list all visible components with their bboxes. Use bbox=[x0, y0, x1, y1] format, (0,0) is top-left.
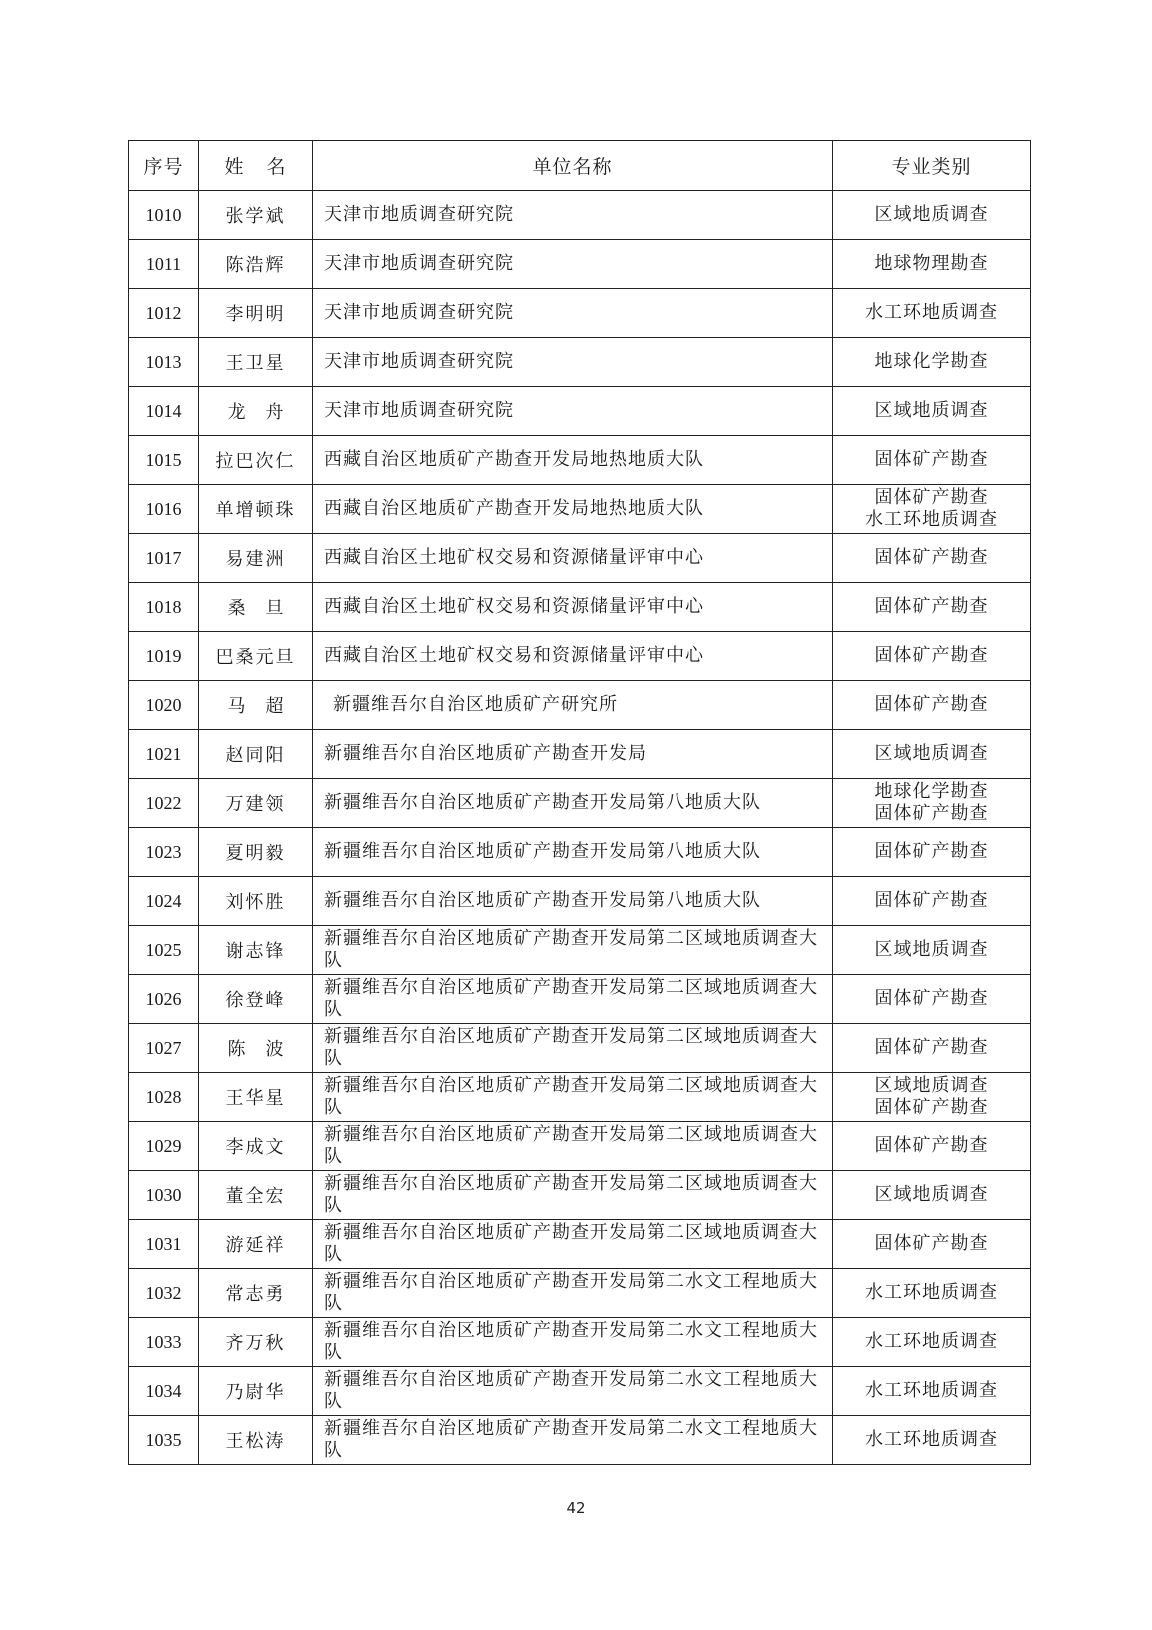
category-cell bbox=[833, 1024, 1031, 1073]
category-item: 固体矿产勘查 bbox=[874, 645, 989, 666]
unit-cell: 天津市地质调查研究院 bbox=[313, 338, 833, 387]
table-row bbox=[129, 1318, 1031, 1367]
name-cell: 单增顿珠 bbox=[199, 485, 313, 534]
category-item: 区域地质调查 bbox=[874, 939, 989, 960]
category-item: 固体矿产勘查 bbox=[874, 890, 989, 911]
name-cell: 游延祥 bbox=[199, 1220, 313, 1269]
category-cell bbox=[833, 1073, 1031, 1122]
seq-cell: 1017 bbox=[129, 534, 199, 583]
category-item: 水工环地质调查 bbox=[865, 1331, 998, 1352]
name-cell: 张学斌 bbox=[199, 191, 313, 240]
table-row bbox=[129, 730, 1031, 779]
seq-cell: 1010 bbox=[129, 191, 199, 240]
name-cell: 易建洲 bbox=[199, 534, 313, 583]
seq-cell: 1035 bbox=[129, 1416, 199, 1465]
category-item: 固体矿产勘查 bbox=[874, 988, 989, 1009]
seq-cell: 1020 bbox=[129, 681, 199, 730]
category-cell bbox=[833, 534, 1031, 583]
category-cell bbox=[833, 877, 1031, 926]
table-row bbox=[129, 240, 1031, 289]
table-row bbox=[129, 926, 1031, 975]
category-item: 区域地质调查 bbox=[874, 1075, 989, 1096]
table-row bbox=[129, 1024, 1031, 1073]
seq-cell: 1019 bbox=[129, 632, 199, 681]
unit-cell: 西藏自治区土地矿权交易和资源储量评审中心 bbox=[313, 534, 833, 583]
name-cell: 王卫星 bbox=[199, 338, 313, 387]
seq-cell: 1022 bbox=[129, 779, 199, 828]
seq-cell: 1029 bbox=[129, 1122, 199, 1171]
table-row bbox=[129, 191, 1031, 240]
unit-cell: 天津市地质调查研究院 bbox=[313, 191, 833, 240]
name-cell: 齐万秋 bbox=[199, 1318, 313, 1367]
seq-cell: 1013 bbox=[129, 338, 199, 387]
seq-cell: 1018 bbox=[129, 583, 199, 632]
category-cell bbox=[833, 681, 1031, 730]
category-item: 地球物理勘查 bbox=[874, 253, 989, 274]
seq-cell: 1032 bbox=[129, 1269, 199, 1318]
category-item: 区域地质调查 bbox=[874, 743, 989, 764]
unit-cell: 新疆维吾尔自治区地质矿产勘查开发局第二区域地质调查大队 bbox=[313, 975, 833, 1024]
unit-cell: 新疆维吾尔自治区地质矿产勘查开发局第二区域地质调查大队 bbox=[313, 1024, 833, 1073]
category-cell bbox=[833, 338, 1031, 387]
seq-cell: 1031 bbox=[129, 1220, 199, 1269]
unit-cell: 新疆维吾尔自治区地质矿产勘查开发局第二区域地质调查大队 bbox=[313, 1122, 833, 1171]
category-cell bbox=[833, 828, 1031, 877]
name-cell: 王华星 bbox=[199, 1073, 313, 1122]
name-cell: 拉巴次仁 bbox=[199, 436, 313, 485]
seq-cell: 1024 bbox=[129, 877, 199, 926]
name-cell: 李明明 bbox=[199, 289, 313, 338]
header-seq: 序号 bbox=[129, 141, 199, 191]
header-row bbox=[129, 141, 1031, 191]
seq-cell: 1025 bbox=[129, 926, 199, 975]
name-cell: 王松涛 bbox=[199, 1416, 313, 1465]
unit-cell: 天津市地质调查研究院 bbox=[313, 289, 833, 338]
category-cell bbox=[833, 436, 1031, 485]
unit-cell: 新疆维吾尔自治区地质矿产勘查开发局第二水文工程地质大队 bbox=[313, 1367, 833, 1416]
category-cell bbox=[833, 240, 1031, 289]
name-cell: 夏明毅 bbox=[199, 828, 313, 877]
category-cell bbox=[833, 289, 1031, 338]
table-row bbox=[129, 534, 1031, 583]
seq-cell: 1011 bbox=[129, 240, 199, 289]
category-item: 固体矿产勘查 bbox=[874, 1135, 989, 1156]
unit-cell: 新疆维吾尔自治区地质矿产勘查开发局第二区域地质调查大队 bbox=[313, 1171, 833, 1220]
table-body bbox=[129, 191, 1031, 1465]
category-item: 地球化学勘查 bbox=[874, 781, 989, 802]
table-row bbox=[129, 1073, 1031, 1122]
table-row bbox=[129, 436, 1031, 485]
name-cell: 陈波 bbox=[199, 1024, 313, 1073]
name-cell: 万建领 bbox=[199, 779, 313, 828]
table-row bbox=[129, 1416, 1031, 1465]
category-item: 固体矿产勘查 bbox=[874, 596, 989, 617]
table-row bbox=[129, 779, 1031, 828]
table-row bbox=[129, 681, 1031, 730]
seq-cell: 1015 bbox=[129, 436, 199, 485]
category-cell bbox=[833, 632, 1031, 681]
table-row bbox=[129, 338, 1031, 387]
category-item: 水工环地质调查 bbox=[865, 1380, 998, 1401]
table-row bbox=[129, 387, 1031, 436]
category-cell bbox=[833, 1171, 1031, 1220]
category-cell bbox=[833, 1122, 1031, 1171]
name-cell: 李成文 bbox=[199, 1122, 313, 1171]
category-cell bbox=[833, 1416, 1031, 1465]
unit-cell: 天津市地质调查研究院 bbox=[313, 387, 833, 436]
unit-cell: 西藏自治区土地矿权交易和资源储量评审中心 bbox=[313, 583, 833, 632]
category-item: 水工环地质调查 bbox=[865, 509, 998, 530]
category-item: 区域地质调查 bbox=[874, 204, 989, 225]
seq-cell: 1034 bbox=[129, 1367, 199, 1416]
name-cell: 常志勇 bbox=[199, 1269, 313, 1318]
header-name-part: 名 bbox=[266, 156, 287, 178]
category-item: 固体矿产勘查 bbox=[874, 841, 989, 862]
name-cell: 龙舟 bbox=[199, 387, 313, 436]
header-unit: 单位名称 bbox=[313, 141, 833, 191]
unit-cell: 西藏自治区地质矿产勘查开发局地热地质大队 bbox=[313, 436, 833, 485]
table-row bbox=[129, 877, 1031, 926]
unit-cell: 新疆维吾尔自治区地质矿产勘查开发局第二水文工程地质大队 bbox=[313, 1416, 833, 1465]
category-cell bbox=[833, 1318, 1031, 1367]
unit-cell: 新疆维吾尔自治区地质矿产勘查开发局第八地质大队 bbox=[313, 779, 833, 828]
unit-cell: 新疆维吾尔自治区地质矿产勘查开发局第二水文工程地质大队 bbox=[313, 1318, 833, 1367]
name-cell: 徐登峰 bbox=[199, 975, 313, 1024]
unit-cell: 新疆维吾尔自治区地质矿产勘查开发局第二区域地质调查大队 bbox=[313, 1220, 833, 1269]
category-cell bbox=[833, 583, 1031, 632]
seq-cell: 1012 bbox=[129, 289, 199, 338]
category-cell bbox=[833, 975, 1031, 1024]
header-category: 专业类别 bbox=[833, 141, 1031, 191]
category-item: 固体矿产勘查 bbox=[874, 1097, 989, 1118]
table-row bbox=[129, 828, 1031, 877]
unit-cell: 新疆维吾尔自治区地质矿产勘查开发局第八地质大队 bbox=[313, 877, 833, 926]
seq-cell: 1030 bbox=[129, 1171, 199, 1220]
name-cell: 巴桑元旦 bbox=[199, 632, 313, 681]
category-item: 固体矿产勘查 bbox=[874, 1037, 989, 1058]
name-cell: 刘怀胜 bbox=[199, 877, 313, 926]
seq-cell: 1027 bbox=[129, 1024, 199, 1073]
category-item: 固体矿产勘查 bbox=[874, 547, 989, 568]
name-cell: 陈浩辉 bbox=[199, 240, 313, 289]
category-cell bbox=[833, 1367, 1031, 1416]
header-name-part: 姓 bbox=[224, 156, 245, 178]
unit-cell: 新疆维吾尔自治区地质矿产勘查开发局第八地质大队 bbox=[313, 828, 833, 877]
name-cell: 乃尉华 bbox=[199, 1367, 313, 1416]
category-item: 地球化学勘查 bbox=[874, 351, 989, 372]
table-row bbox=[129, 289, 1031, 338]
unit-cell: 西藏自治区土地矿权交易和资源储量评审中心 bbox=[313, 632, 833, 681]
unit-cell: 新疆维吾尔自治区地质矿产勘查开发局第二水文工程地质大队 bbox=[313, 1269, 833, 1318]
table-row bbox=[129, 1269, 1031, 1318]
category-item: 固体矿产勘查 bbox=[874, 694, 989, 715]
category-item: 区域地质调查 bbox=[874, 400, 989, 421]
name-cell: 马超 bbox=[199, 681, 313, 730]
seq-cell: 1033 bbox=[129, 1318, 199, 1367]
category-item: 固体矿产勘查 bbox=[874, 803, 989, 824]
category-cell bbox=[833, 1269, 1031, 1318]
table-row bbox=[129, 1367, 1031, 1416]
category-item: 水工环地质调查 bbox=[865, 302, 998, 323]
unit-cell: 新疆维吾尔自治区地质矿产勘查开发局第二区域地质调查大队 bbox=[313, 1073, 833, 1122]
seq-cell: 1021 bbox=[129, 730, 199, 779]
category-cell bbox=[833, 1220, 1031, 1269]
category-cell bbox=[833, 926, 1031, 975]
table-row bbox=[129, 1171, 1031, 1220]
table-row bbox=[129, 632, 1031, 681]
seq-cell: 1028 bbox=[129, 1073, 199, 1122]
category-item: 区域地质调查 bbox=[874, 1184, 989, 1205]
table-row bbox=[129, 975, 1031, 1024]
category-cell bbox=[833, 387, 1031, 436]
category-item: 水工环地质调查 bbox=[865, 1429, 998, 1450]
unit-cell: 新疆维吾尔自治区地质矿产勘查开发局第二区域地质调查大队 bbox=[313, 926, 833, 975]
seq-cell: 1016 bbox=[129, 485, 199, 534]
name-cell: 赵同阳 bbox=[199, 730, 313, 779]
category-cell bbox=[833, 779, 1031, 828]
table-row bbox=[129, 583, 1031, 632]
table-row bbox=[129, 1122, 1031, 1171]
category-cell bbox=[833, 485, 1031, 534]
unit-cell: 西藏自治区地质矿产勘查开发局地热地质大队 bbox=[313, 485, 833, 534]
unit-cell: 新疆维吾尔自治区地质矿产研究所 bbox=[313, 681, 833, 730]
category-item: 固体矿产勘查 bbox=[874, 449, 989, 470]
page-number: 42 bbox=[566, 1499, 586, 1517]
unit-cell: 新疆维吾尔自治区地质矿产勘查开发局 bbox=[313, 730, 833, 779]
category-cell bbox=[833, 730, 1031, 779]
table-row bbox=[129, 1220, 1031, 1269]
seq-cell: 1026 bbox=[129, 975, 199, 1024]
name-cell: 董全宏 bbox=[199, 1171, 313, 1220]
seq-cell: 1014 bbox=[129, 387, 199, 436]
name-cell: 谢志锋 bbox=[199, 926, 313, 975]
category-item: 水工环地质调查 bbox=[865, 1282, 998, 1303]
category-cell bbox=[833, 191, 1031, 240]
name-cell: 桑旦 bbox=[199, 583, 313, 632]
table-row bbox=[129, 485, 1031, 534]
category-item: 固体矿产勘查 bbox=[874, 487, 989, 508]
category-item: 固体矿产勘查 bbox=[874, 1233, 989, 1254]
table-header bbox=[129, 141, 1031, 191]
header-name bbox=[199, 141, 313, 191]
seq-cell: 1023 bbox=[129, 828, 199, 877]
unit-cell: 天津市地质调查研究院 bbox=[313, 240, 833, 289]
personnel-table bbox=[128, 140, 1031, 1465]
